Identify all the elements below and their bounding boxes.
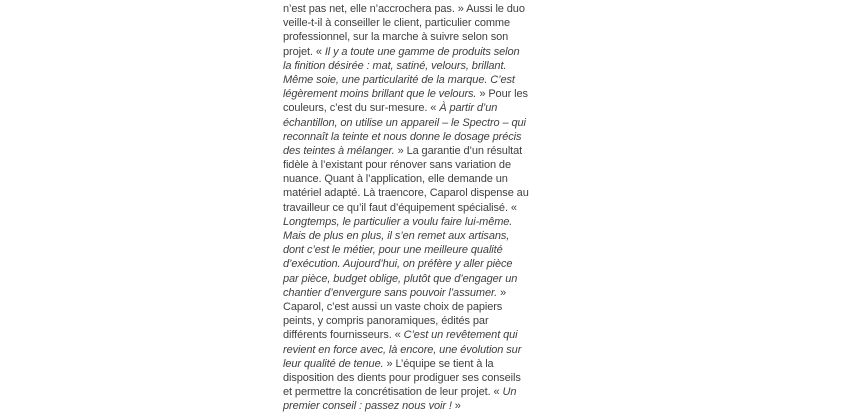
body-text-segment: »: [497, 286, 507, 299]
body-text-segment: différents fournisseurs. «: [283, 329, 404, 342]
quote-text-segment: premier conseil : passez nous voir !: [283, 400, 452, 413]
body-text-segment: n’est pas net, elle n’accrochera pas. » Aussi le duo: [283, 3, 525, 15]
text-line: [283, 371, 533, 385]
text-line: [283, 343, 533, 357]
quote-text-segment: d’exécution. Aujourd’hui, on préfère y aller pièce: [283, 258, 513, 271]
text-line: [283, 229, 533, 243]
text-line: [283, 144, 533, 158]
text-line: [283, 30, 533, 44]
quote-text-segment: Mais de plus en plus, il s’en remet aux artisans,: [283, 230, 510, 242]
quote-text-segment: Il y a toute une gamme de produits selon: [324, 45, 520, 58]
body-text-segment: »: [451, 400, 461, 413]
body-text-segment: couleurs, c’est du sur-mesure. «: [283, 102, 440, 115]
text-line: [283, 45, 533, 59]
quote-text-segment: C’est un revêtement qui: [403, 329, 518, 342]
body-text-segment: professionnel, sur la marche à suivre selon son: [283, 31, 509, 44]
text-line: [283, 300, 533, 314]
quote-text-segment: légèrement moins brillant que le velours.: [283, 88, 477, 101]
text-line: [283, 16, 533, 30]
text-line: [283, 201, 533, 215]
body-text-segment: disposition des dients pour prodiguer ses conseils: [283, 371, 521, 384]
body-text-segment: » Pour les: [476, 88, 528, 101]
text-line: [283, 328, 533, 342]
quote-text-segment: par pièce, budget oblige, plutôt que d’engager un: [283, 272, 518, 285]
text-line: [283, 116, 533, 130]
body-text-segment: peints, y compris panoramiques, édités par: [283, 315, 489, 328]
text-line: [283, 186, 533, 200]
text-line: [283, 314, 533, 328]
text-line: [283, 243, 533, 257]
body-text-segment: projet. «: [283, 45, 325, 58]
text-line: [283, 385, 533, 399]
text-line: [283, 172, 533, 186]
body-text-segment: Caparol, c’est aussi un vaste choix de papiers: [283, 300, 503, 313]
text-line: [283, 286, 533, 300]
quote-text-segment: À partir d’un: [439, 102, 498, 115]
quote-text-segment: chantier d’envergure sans pouvoir l’assumer.: [283, 286, 498, 299]
quote-text-segment: reconnaît la teinte et nous donne le dosage précis: [283, 130, 522, 143]
body-text-segment: et permettre la concrétisation de leur projet. «: [283, 386, 503, 399]
text-line: [283, 272, 533, 286]
text-line: [283, 158, 533, 172]
body-text-segment: nuance. Quant à l’application, elle demande un: [283, 173, 508, 186]
body-text-segment: fidèle à l’existant pour rénover sans variation de: [283, 159, 511, 172]
quote-text-segment: Un: [502, 386, 517, 399]
quote-text-segment: échantillon, on utilise un appareil – le Spectro – qui: [283, 116, 526, 129]
quote-text-segment: des teintes à mélanger.: [283, 144, 395, 157]
text-line: [283, 2, 533, 16]
text-line: [283, 73, 533, 87]
body-text-segment: » La garantie d’un résultat: [394, 144, 523, 157]
quote-text-segment: dont c’est le métier, pour une meilleure qualité: [283, 244, 503, 257]
text-line: [283, 399, 533, 413]
text-line: [283, 101, 533, 115]
quote-text-segment: revient en force avec, là encore, une évolution sur: [283, 343, 522, 356]
text-line: [283, 257, 533, 271]
quote-text-segment: leur qualité de tenue.: [283, 357, 384, 370]
body-text-segment: veille-t-il à conseiller le client, particulier comme: [283, 17, 511, 30]
text-line: [283, 215, 533, 229]
text-line: [283, 59, 533, 73]
body-text-segment: travailleur ce qu’il faut d’équipement spécialisé. «: [283, 201, 517, 214]
article-text-column: [283, 2, 533, 413]
body-text-segment: » L’équipe se tient à la: [383, 357, 494, 370]
body-text-segment: matériel adapté. Là traencore, Caparol dispense au: [283, 187, 529, 200]
text-line: [283, 357, 533, 371]
quote-text-segment: Longtemps, le particulier a voulu faire lui-même.: [283, 215, 513, 228]
text-line: [283, 87, 533, 101]
quote-text-segment: la finition désirée : mat, satiné, velours, brillant.: [283, 59, 507, 72]
quote-text-segment: Même soie, une particularité de la marque. C’est: [283, 73, 515, 86]
text-line: [283, 130, 533, 144]
